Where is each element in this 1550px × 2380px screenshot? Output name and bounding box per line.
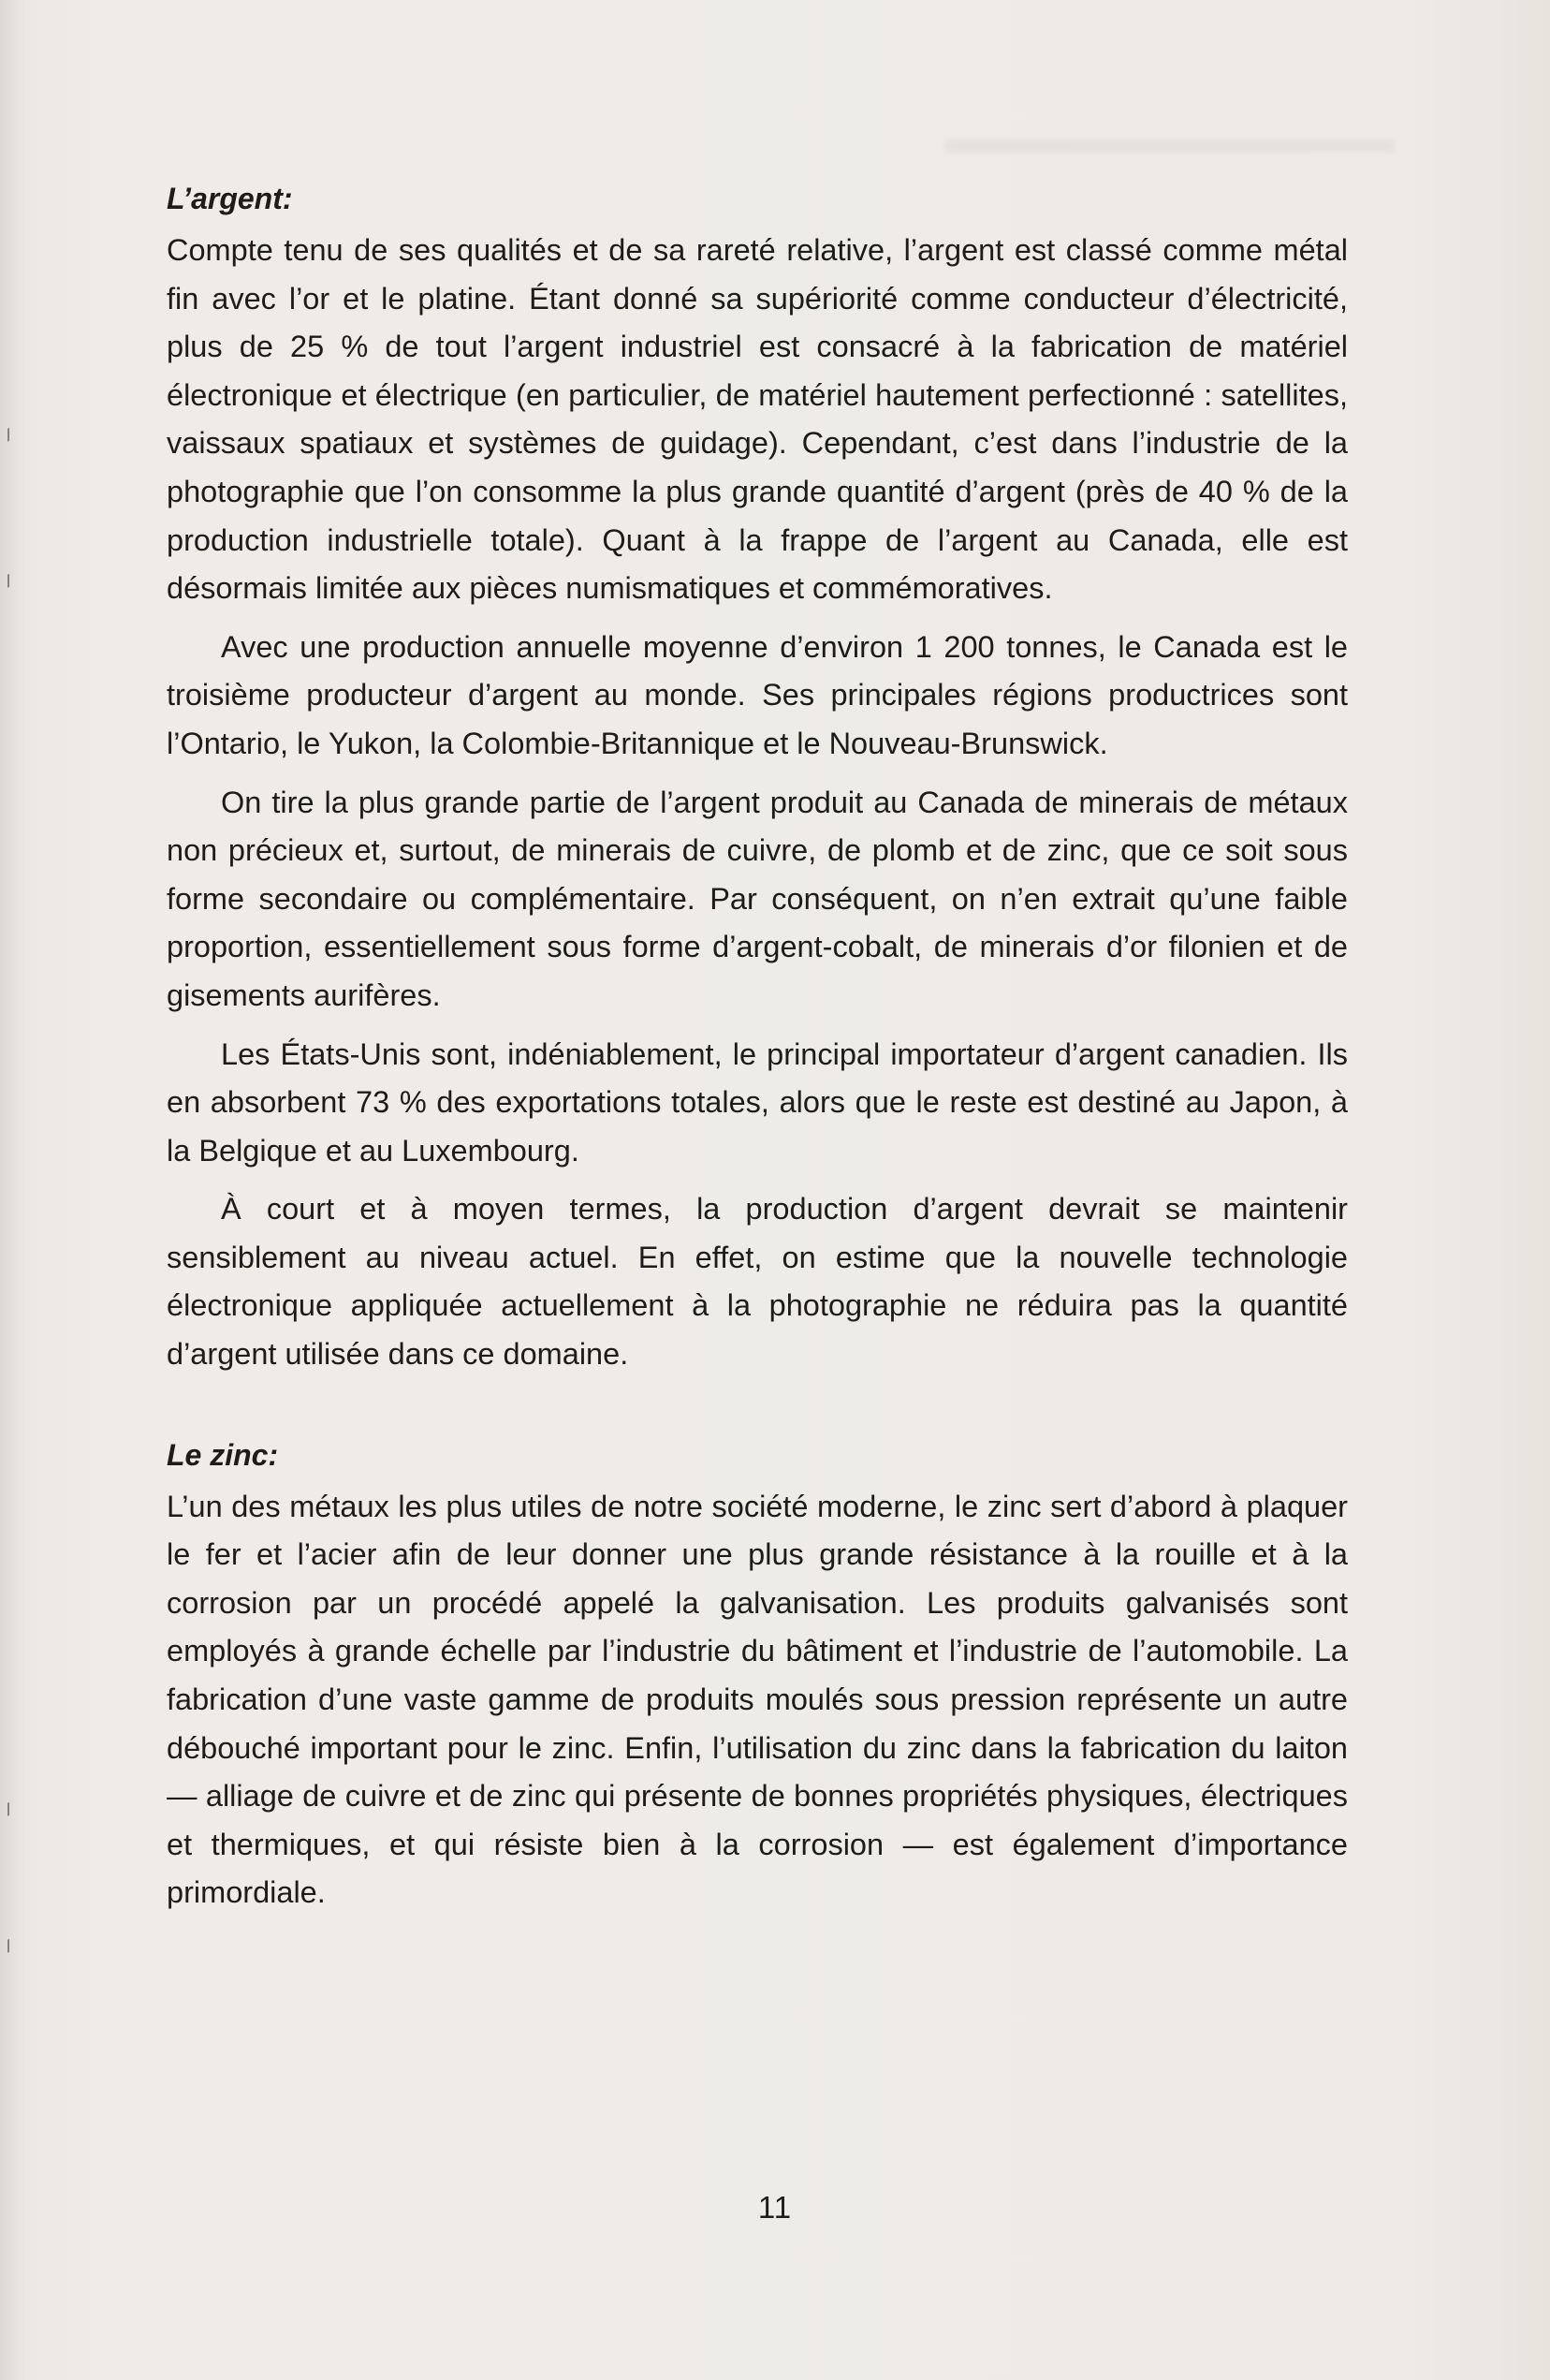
- paragraph: L’un des métaux les plus utiles de notre société moderne, le zinc sert d’abord à plaquer le fer et l’acier afin de leur donner une plus grande résistance à la rouille et à la corrosion par un procédé appelé la galvanisation. Les produits galvanisés sont employés à grande échelle par l’industrie du bâtiment et l’industrie de l’automobile. La fabrication d’une vaste gamme de produits moulés sous pression représente un autre débouché important pour le zinc. Enfin, l’utilisation du zinc dans la fabrication du laiton — alliage de cuivre et de zinc qui présente de bonnes propriétés physiques, électriques et thermiques, et qui résiste bien à la corrosion — est également d’importance primordiale.: [167, 1489, 1348, 1910]
- paragraph: Les États-Unis sont, indéniablement, le principal importateur d’argent canadien. Ils en absorbent 73 % des exportations totales, alors que le reste est destiné au Japon, à la Belgique et au Luxembourg.: [167, 1036, 1348, 1168]
- margin-mark: [7, 425, 15, 442]
- section-zinc: [167, 1431, 1348, 1917]
- margin-mark: [7, 1936, 15, 1953]
- paragraph: À court et à moyen termes, la production d’argent devrait se maintenir sensiblement au niveau actuel. En effet, on estime que la nouvelle technologie électronique appliquée actuellement à la photographie ne réduira pas la quantité d’argent utilisée dans ce domaine.: [167, 1192, 1348, 1372]
- margin-mark: [7, 571, 15, 588]
- show-through-shadow: [945, 140, 1395, 152]
- section-argent: [167, 174, 1348, 1379]
- paragraph: Avec une production annuelle moyenne d’environ 1 200 tonnes, le Canada est le troisième producteur d’argent au monde. Ses principales régions productrices sont l’Ontario, le Yukon, la Colombie-Britannique et le Nouveau-Brunswick.: [167, 629, 1348, 760]
- page-body: [167, 174, 1348, 1928]
- paragraph: Compte tenu de ses qualités et de sa rareté relative, l’argent est classé comme métal fin avec l’or et le platine. Étant donné sa supériorité comme conducteur d’électricité, plus de 25 % de tout l’argent industriel est consacré à la fabrication de matériel électronique et électrique (en particulier, de matériel hautement perfectionné : satellites, vaissaux spatiaux et systèmes de guidage). Cependant, c’est dans l’industrie de la photographie que l’on consomme la plus grande quantité d’argent (près de 40 % de la production industrielle totale). Quant à la frappe de l’argent au Canada, elle est désormais limitée aux pièces numismatiques et commémoratives.: [167, 233, 1348, 606]
- margin-mark: [7, 1800, 15, 1816]
- section-heading: L’argent:: [167, 182, 293, 215]
- page-number: 11: [757, 2190, 793, 2225]
- section-gap: [167, 1389, 1348, 1431]
- paragraph: On tire la plus grande partie de l’argent produit au Canada de minerais de métaux non précieux et, surtout, de minerais de cuivre, de plomb et de zinc, que ce soit sous forme secondaire ou complémentaire. Par conséquent, on n’en extrait qu’une faible proportion, essentiellement sous forme d’argent-cobalt, de minerais d’or filonien et de gisements aurifères.: [167, 785, 1348, 1012]
- section-heading: Le zinc:: [167, 1437, 279, 1472]
